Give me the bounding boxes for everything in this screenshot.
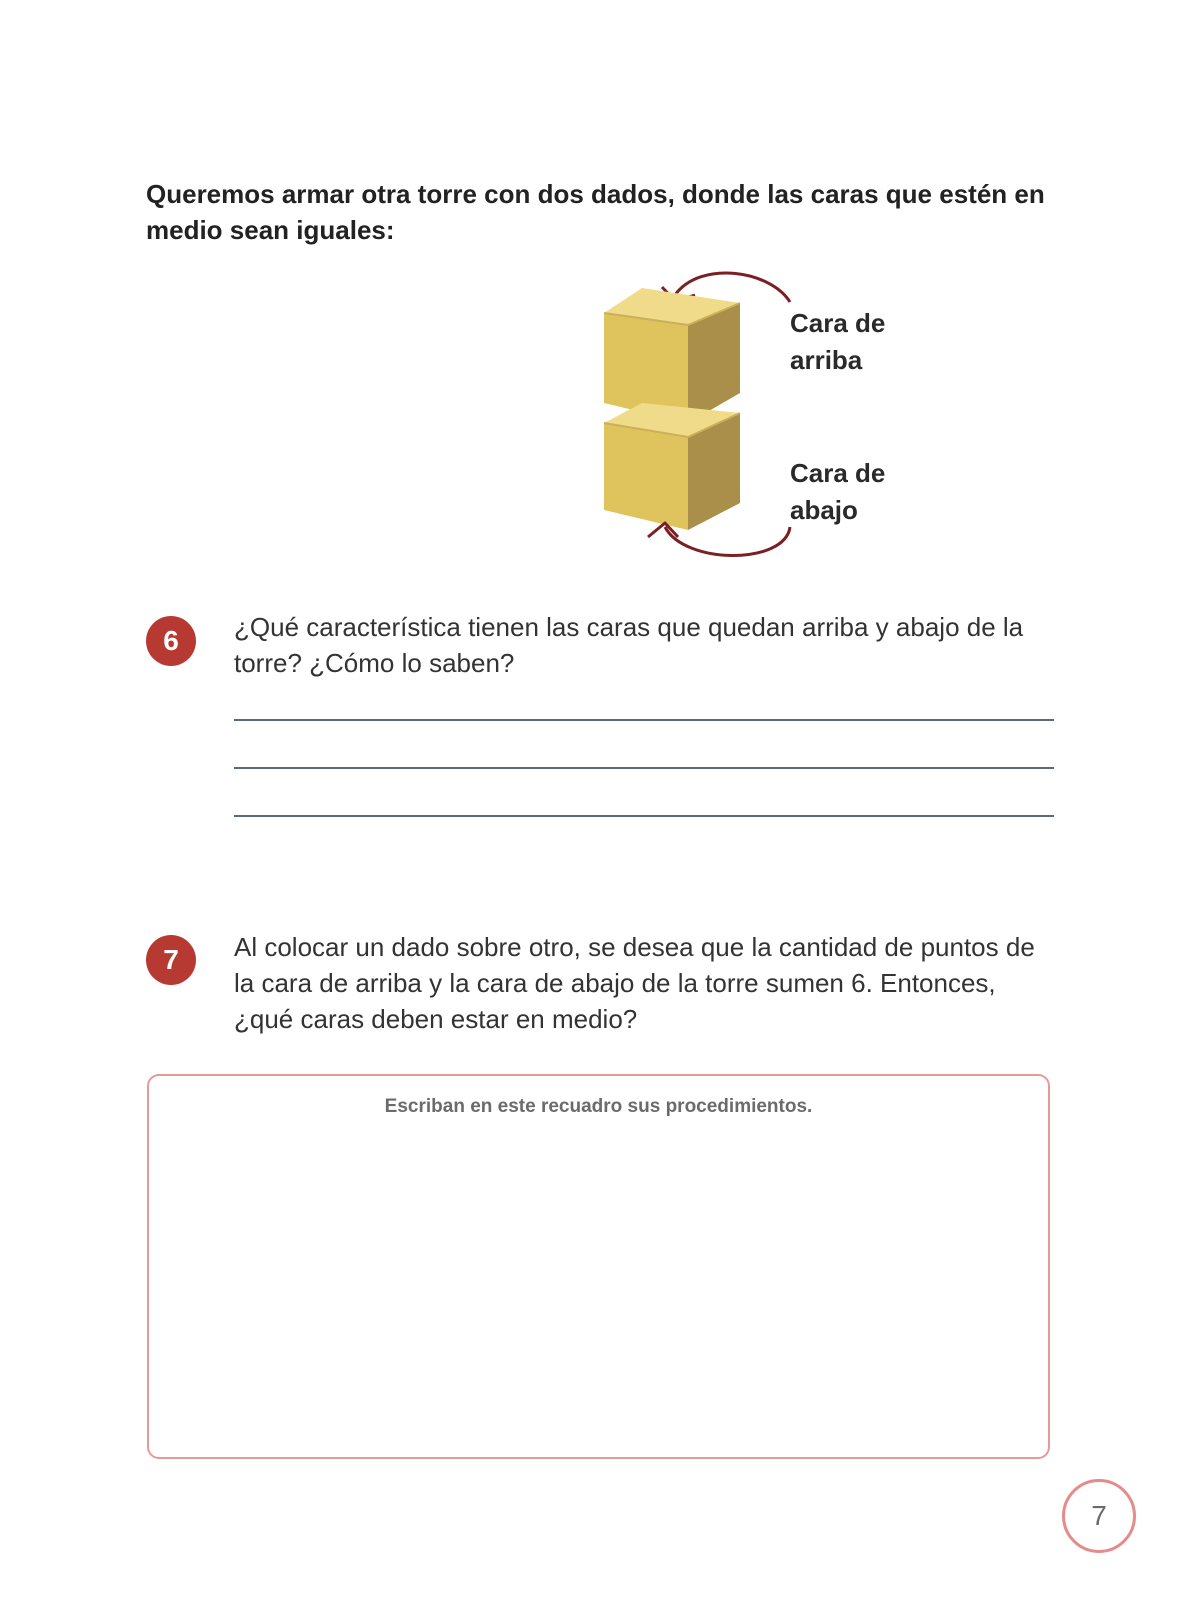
answer-line-1[interactable] <box>234 719 1054 721</box>
question-7-number-badge: 7 <box>146 935 196 985</box>
upper-die-icon <box>604 288 740 423</box>
question-6-text: ¿Qué característica tienen las caras que quedan arriba y abajo de la torre? ¿Cómo lo saben? <box>234 612 1024 678</box>
procedure-box-hint: Escriban en este recuadro sus procedimientos. <box>384 1096 813 1117</box>
bottom-face-label-line2: abajo <box>790 495 858 525</box>
procedure-box[interactable] <box>147 1074 1050 1459</box>
bottom-face-label <box>790 455 930 529</box>
intro-text: Queremos armar otra torre con dos dados, donde las caras que estén en medio sean iguales: <box>146 179 1045 245</box>
question-6-number-badge: 6 <box>146 616 196 666</box>
dice-tower-figure <box>600 265 1020 585</box>
answer-line-3[interactable] <box>234 815 1054 817</box>
lower-die-icon <box>604 403 740 530</box>
top-face-label-line1: Cara de <box>790 308 886 338</box>
page-number: 7 <box>1062 1479 1136 1553</box>
bottom-arrow-icon <box>665 527 790 556</box>
answer-line-2[interactable] <box>234 767 1054 769</box>
top-face-label <box>790 305 930 379</box>
top-face-label-line2: arriba <box>790 345 863 375</box>
question-7-text: Al colocar un dado sobre otro, se desea que la cantidad de puntos de la cara de arriba y la cara de abajo de la torre sumen 6. Entonces, ¿qué caras deben estar en medio? <box>234 932 1035 1034</box>
bottom-face-label-line1: Cara de <box>790 458 886 488</box>
